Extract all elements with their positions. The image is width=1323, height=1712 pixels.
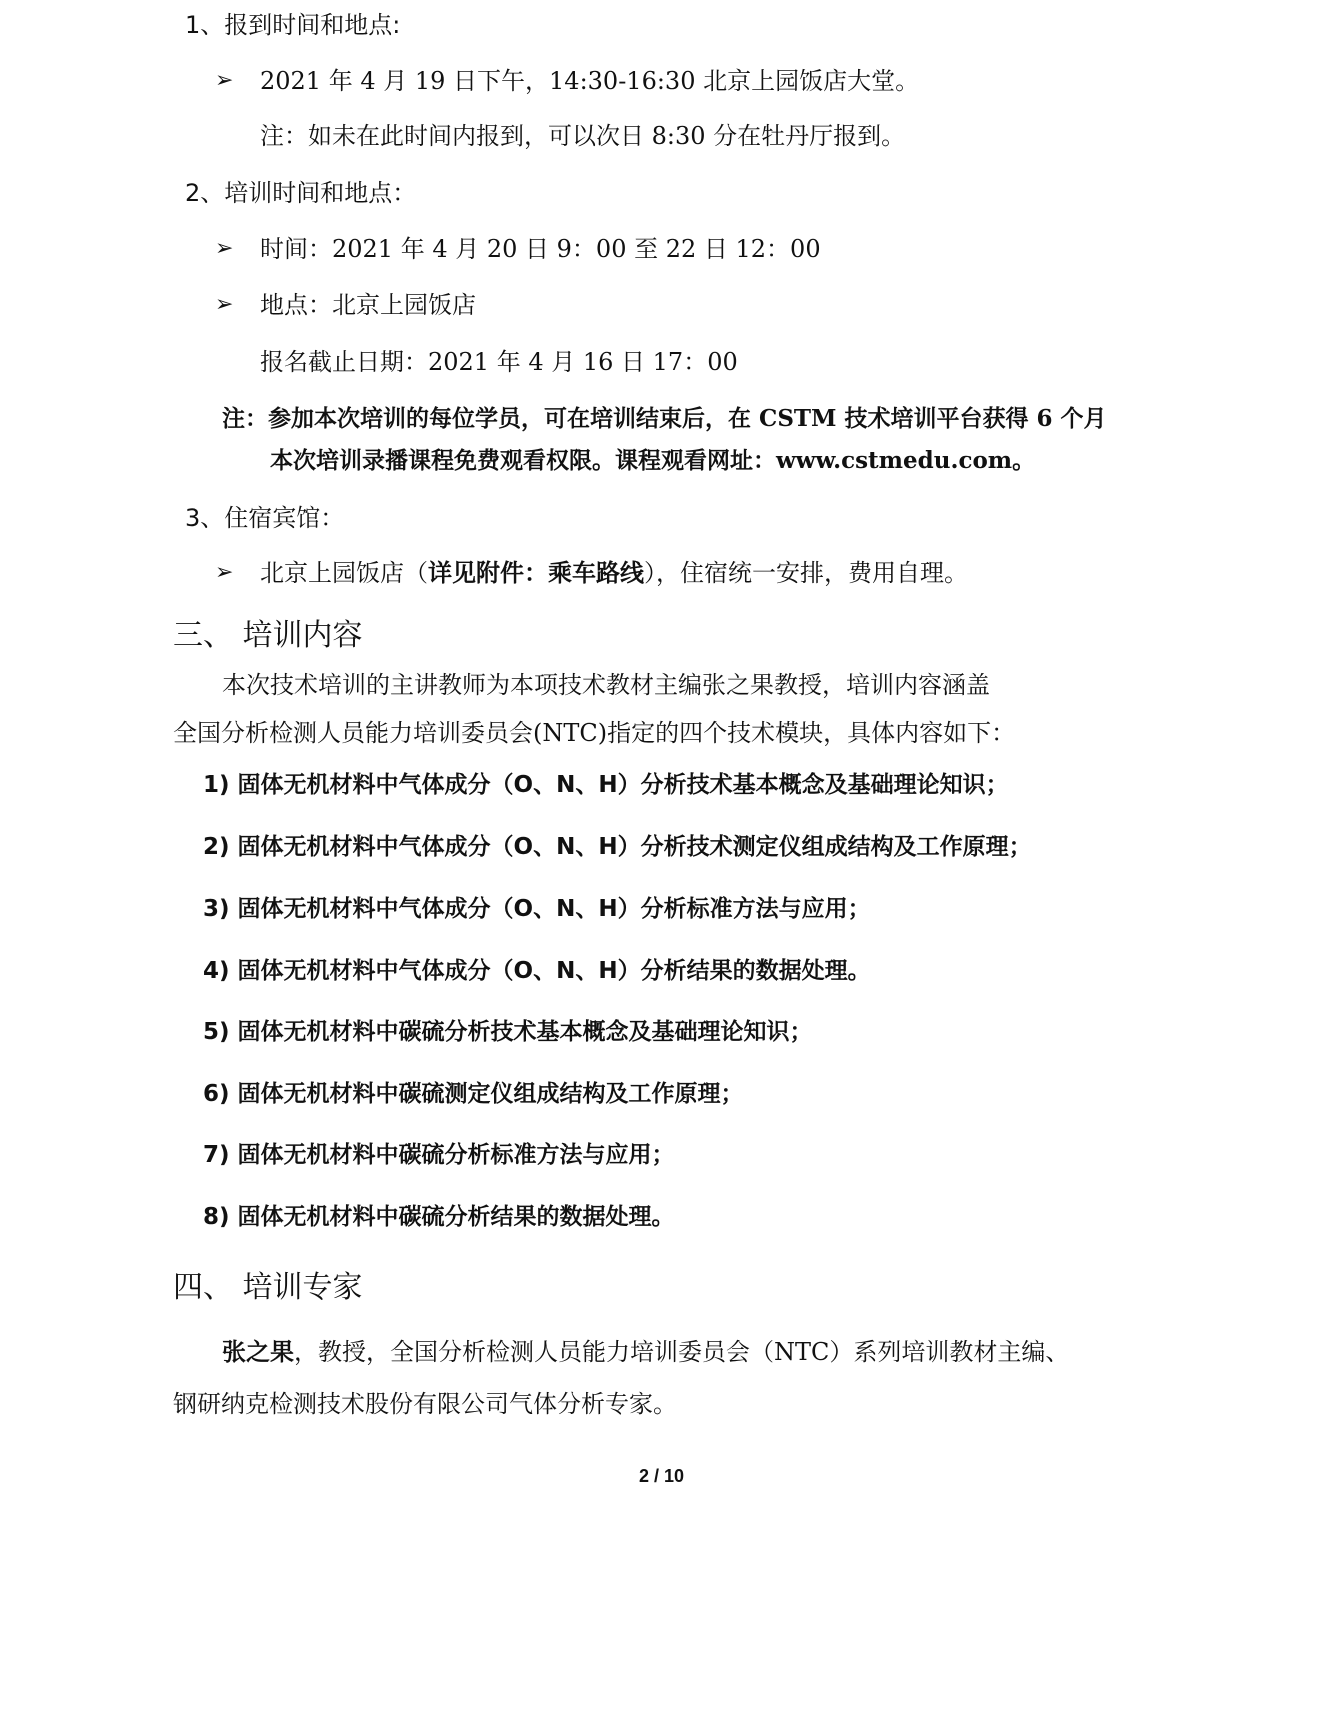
registration-heading: 1、报到时间和地点:: [185, 11, 401, 39]
arrowhead-bullet-icon: ➢: [215, 68, 234, 93]
content-item-4: 4) 固体无机材料中气体成分（O、N、H）分析结果的数据处理。: [203, 958, 871, 984]
hotel-item-attachment-link: 详见附件：乘车路线: [428, 558, 644, 587]
registration-note: 注：如未在此时间内报到，可以次日 8:30 分在牡丹厅报到。: [260, 122, 906, 150]
expert-desc-rest: ，教授，全国分析检测人员能力培训委员会（NTC）系列培训教材主编、: [294, 1338, 1070, 1366]
content-item-1: 1) 固体无机材料中气体成分（O、N、H）分析技术基本概念及基础理论知识；: [203, 772, 1009, 798]
content-item-6: 6) 固体无机材料中碳硫测定仪组成结构及工作原理；: [203, 1081, 744, 1107]
content-item-2: 2) 固体无机材料中气体成分（O、N、H）分析技术测定仪组成结构及工作原理；: [203, 834, 1032, 860]
training-time-heading: 2、培训时间和地点：: [185, 179, 417, 207]
training-location-item: 地点：北京上园饭店: [260, 291, 476, 319]
experts-section-heading: 四、 培训专家: [173, 1270, 363, 1305]
page-number: 2 / 10: [638, 1466, 685, 1486]
content-item-3: 3) 固体无机材料中气体成分（O、N、H）分析标准方法与应用；: [203, 896, 871, 922]
expert-desc-line1: [222, 1337, 1069, 1367]
hotel-heading: 3、住宿宾馆：: [185, 504, 345, 532]
expert-name: 张之果: [222, 1338, 294, 1366]
training-benefit-note-line2: 本次培训录播课程免费观看权限。课程观看网址：www.cstmedu.com。: [270, 447, 1036, 474]
content-intro-line2: 全国分析检测人员能力培训委员会(NTC)指定的四个技术模块，具体内容如下：: [173, 719, 1016, 747]
arrowhead-bullet-icon: ➢: [215, 236, 234, 261]
hotel-item-prefix: 北京上园饭店（: [260, 559, 428, 587]
hotel-item-suffix: ），住宿统一安排，费用自理。: [644, 559, 968, 587]
content-section-heading: 三、 培训内容: [173, 618, 363, 653]
arrowhead-bullet-icon: ➢: [215, 560, 234, 585]
training-time-item: 时间：2021 年 4 月 20 日 9：00 至 22 日 12：00: [260, 235, 821, 263]
registration-time-item: 2021 年 4 月 19 日下午，14:30-16:30 北京上园饭店大堂。: [260, 67, 920, 95]
content-item-7: 7) 固体无机材料中碳硫分析标准方法与应用；: [203, 1142, 675, 1168]
expert-desc-line2: 钢研纳克检测技术股份有限公司气体分析专家。: [173, 1390, 677, 1418]
training-benefit-note-line1: 注：参加本次培训的每位学员，可在培训结束后，在 CSTM 技术培训平台获得 6 个月: [222, 405, 1107, 432]
content-item-5: 5) 固体无机材料中碳硫分析技术基本概念及基础理论知识；: [203, 1019, 813, 1045]
arrowhead-bullet-icon: ➢: [215, 292, 234, 317]
content-intro-line1: 本次技术培训的主讲教师为本项技术教材主编张之果教授，培训内容涵盖: [222, 671, 990, 699]
registration-deadline: 报名截止日期：2021 年 4 月 16 日 17：00: [260, 348, 738, 376]
content-item-8: 8) 固体无机材料中碳硫分析结果的数据处理。: [203, 1204, 675, 1230]
hotel-item: [260, 558, 968, 588]
